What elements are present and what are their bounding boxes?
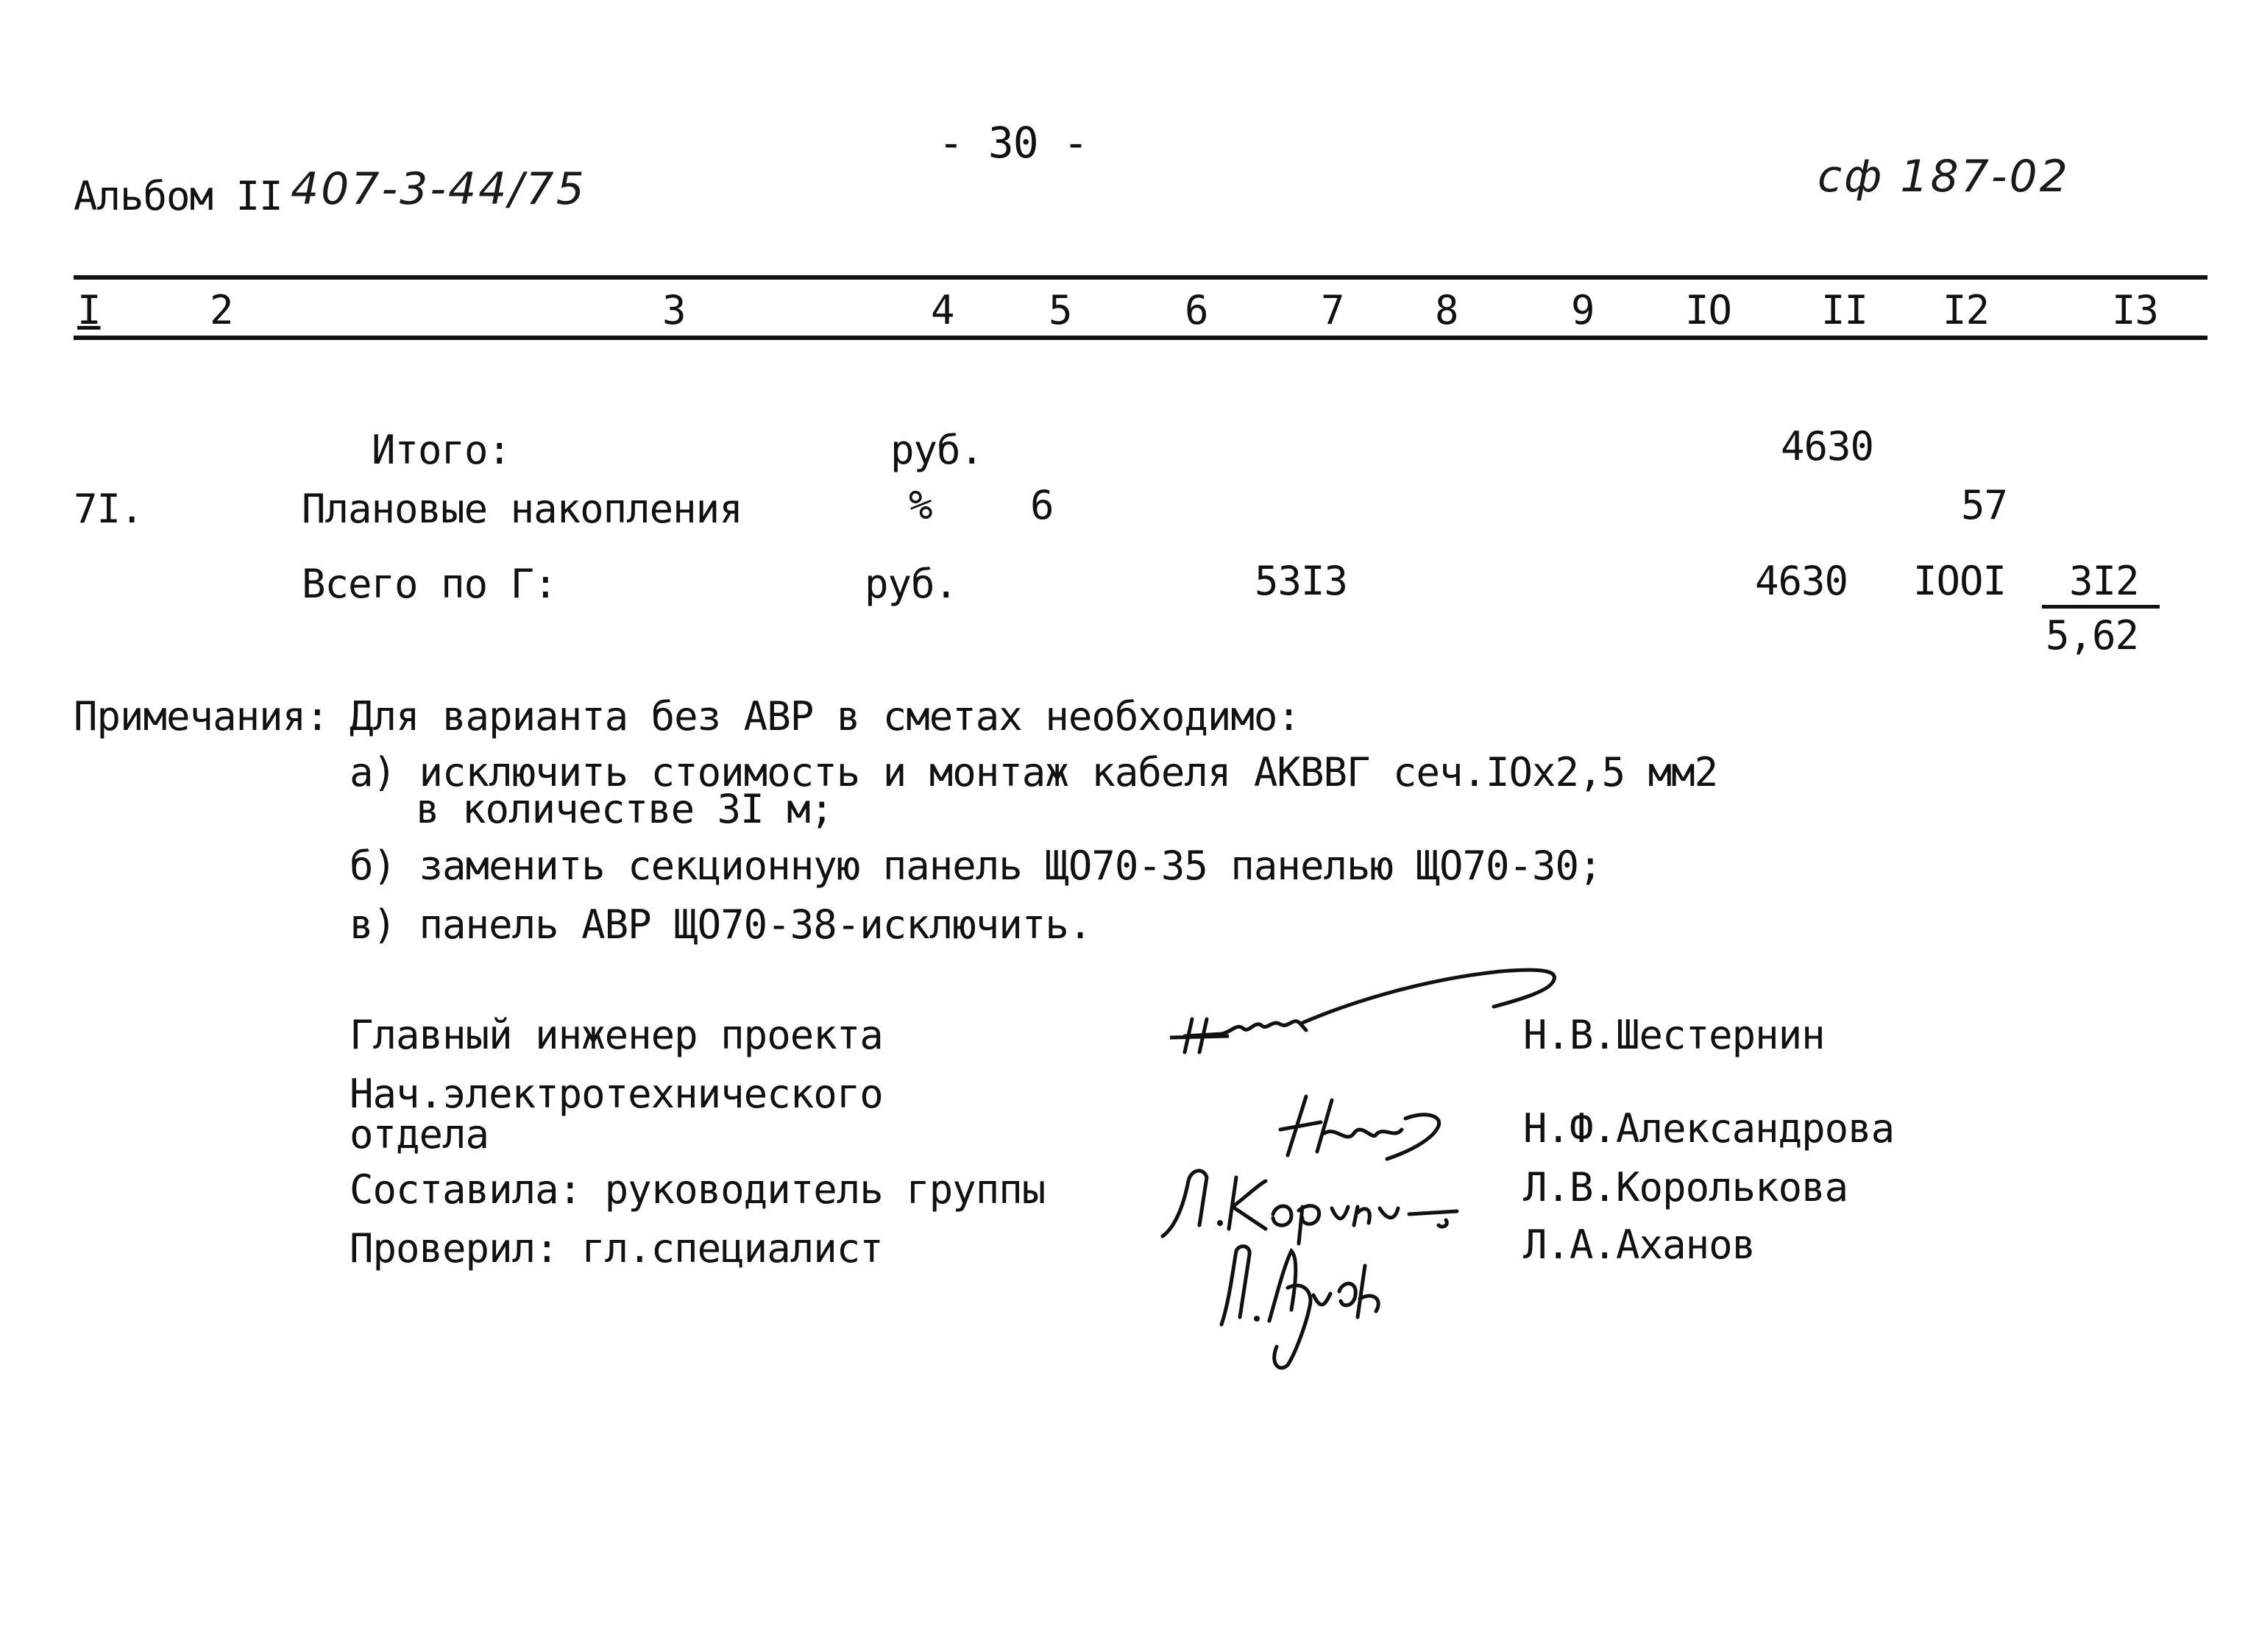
column-header: 9	[1571, 287, 1595, 333]
signatory-role: Главный инженер проекта	[350, 1012, 883, 1058]
note-item: а) исключить стоимость и монтаж кабеля АКВВГ сеч.IOx2,5 мм2	[350, 749, 1718, 795]
notes-label: Примечания:	[74, 693, 329, 740]
row-col7: 53I3	[1255, 558, 1348, 604]
row-col13-sub: 5,62	[2046, 612, 2139, 659]
note-item: б) заменить секционную панель ЩО70-35 панелью ЩО70-30;	[350, 843, 1602, 889]
row-name: Всего по Г:	[302, 561, 557, 607]
row-col5: 6	[1030, 482, 1054, 528]
signature-reviewer	[1199, 1236, 1405, 1372]
column-header: I2	[1943, 287, 1990, 333]
row-name: Плановые накопления	[302, 486, 742, 532]
column-header: 5	[1049, 287, 1072, 333]
signatory-name: Л.В.Королькова	[1523, 1164, 1848, 1210]
row-unit: %	[909, 482, 932, 528]
column-header: I3	[2112, 287, 2159, 333]
album-code-handwritten: 407-3-44/75	[291, 163, 586, 215]
row-name: Итого:	[372, 427, 511, 473]
signatory-name: Н.В.Шестернин	[1523, 1012, 1825, 1058]
page-number: - 30 -	[938, 118, 1088, 168]
signatory-name: Н.Ф.Александрова	[1523, 1105, 1895, 1152]
column-header: IO	[1685, 287, 1732, 333]
signatory-role: Нач.электротехнического	[350, 1071, 883, 1117]
column-header: 3	[662, 287, 686, 333]
column-header: II	[1821, 287, 1868, 333]
album-label: Альбом II	[74, 173, 283, 219]
row-unit: руб.	[890, 427, 984, 473]
row-col11: 4630	[1781, 423, 1874, 469]
row-unit: руб.	[865, 561, 958, 607]
column-header: 4	[931, 287, 954, 333]
column-header: 6	[1185, 287, 1208, 333]
column-header: 8	[1435, 287, 1458, 333]
row-col12: 57	[1961, 482, 2008, 528]
column-header: 7	[1321, 287, 1344, 333]
signatory-name: Л.А.Аханов	[1523, 1222, 1756, 1268]
ref-code-handwritten: сф 187-02	[1818, 151, 2070, 202]
signatory-role-continuation: отдела	[350, 1111, 489, 1158]
notes-intro: Для варианта без АВР в сметах необходимо:	[350, 693, 1300, 740]
row-col12: IOOI	[1913, 558, 2007, 604]
table-header-bottom-rule	[74, 336, 2207, 340]
column-header: I	[77, 287, 101, 333]
note-item: в) панель АВР ЩО70-38-исключить.	[350, 901, 1092, 948]
note-item-continuation: в количестве 3I м;	[416, 786, 834, 832]
row-col13: 3I2	[2069, 558, 2139, 604]
fraction-bar	[2042, 605, 2160, 609]
row-number: 7I.	[74, 486, 143, 532]
column-header: 2	[210, 287, 233, 333]
table-top-rule	[74, 275, 2207, 280]
row-col11: 4630	[1755, 558, 1848, 604]
signatory-role: Составила: руководитель группы	[350, 1166, 1046, 1213]
signatory-role: Проверил: гл.специалист	[350, 1225, 883, 1272]
signature-chief-engineer	[1163, 949, 1575, 1060]
